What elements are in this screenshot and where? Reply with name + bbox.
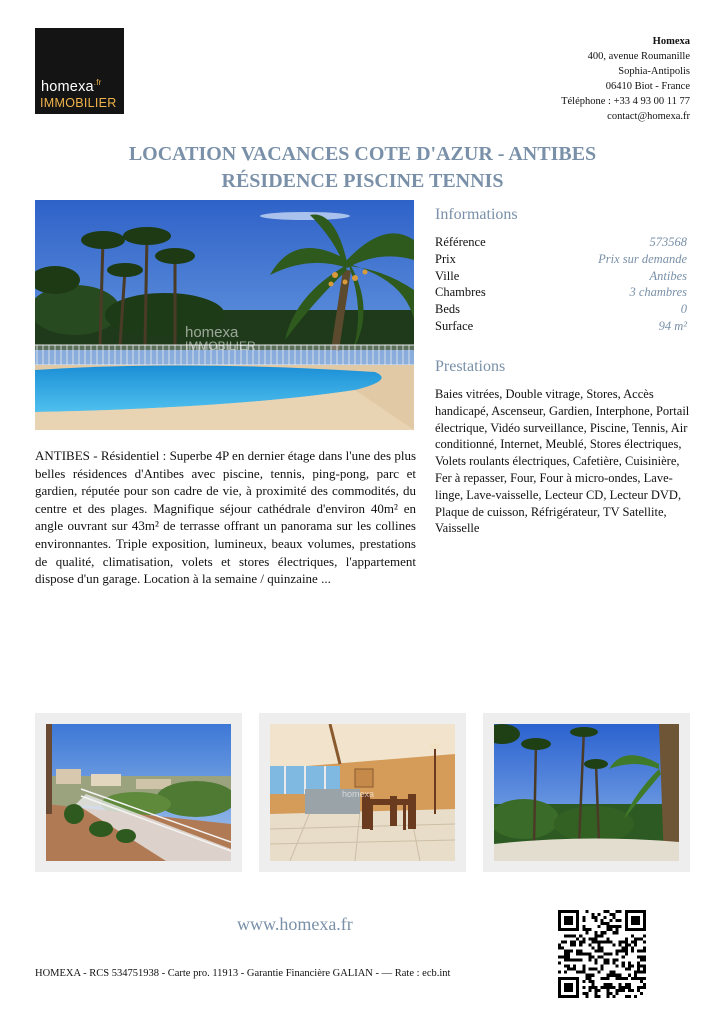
homexa-logo	[35, 28, 124, 114]
info-label: Ville	[435, 268, 460, 283]
legal-mentions: HOMEXA - RCS 534751938 - Carte pro. 11913 - Garantie Financière GALIAN - — Rate : ecb.int	[35, 968, 451, 979]
listing-description: ANTIBES - Résidentiel : Superbe 4P en dernier étage dans l'une des plus belles résidences d'Antibes avec piscine, tennis, ping-pong, parc et gardien, réputée pour son cadre de vie, à proximité des commodités, du centre et des plages. Magnifique séjour cathédrale d'environ 40m² en angle ouvrant sur 43m² de terrasse offrant un panorama sur les collines environnantes. Triple exposition, lumineux, beaux volumes, prestations de qualité, climatisation, volets et stores électriques, l'appartement dispose d'un garage. Location à la semaine / quinzaine ...	[35, 448, 416, 587]
informations-heading: Informations	[435, 206, 518, 223]
info-row-ville	[435, 268, 687, 285]
info-label: Beds	[435, 302, 460, 317]
prestations-heading: Prestations	[435, 358, 506, 375]
info-label: Prix	[435, 251, 456, 266]
agency-address: 400, avenue Roumanille	[587, 51, 690, 62]
info-value: 573568	[649, 235, 687, 249]
logo-subtitle: IMMOBILIER	[40, 96, 117, 110]
info-value: Antibes	[649, 268, 687, 283]
listing-title-line1: LOCATION VACANCES COTE D'AZUR - ANTIBES	[128, 143, 597, 165]
agency-phone[interactable]: Téléphone : +33 4 93 00 11 77	[561, 96, 690, 107]
info-row-surface	[435, 318, 687, 335]
agency-email[interactable]: contact@homexa.fr	[607, 111, 690, 122]
info-row-prix	[435, 251, 687, 268]
agency-name: Homexa	[652, 36, 690, 47]
info-value: Prix sur demande	[598, 251, 687, 266]
photo-watermark: homexa	[185, 324, 239, 341]
info-label: Surface	[435, 318, 474, 333]
info-value: 3 chambres	[629, 285, 687, 300]
agency-postcode: 06410 Biot - France	[605, 81, 690, 92]
photo-watermark-sub: IMMOBILIER	[185, 339, 256, 353]
informations-table	[435, 234, 687, 335]
info-value: 94 m²	[658, 318, 687, 333]
info-row-reference	[435, 234, 687, 251]
thumb-watermark: homexa	[342, 789, 375, 799]
agency-contact	[561, 34, 690, 124]
info-value: 0	[680, 302, 687, 317]
info-label: Référence	[435, 235, 486, 249]
info-row-beds	[435, 301, 687, 318]
thumbnail-terrace[interactable]	[35, 713, 242, 872]
thumbnail-garden-palms[interactable]	[483, 713, 690, 872]
thumbnail-living-room[interactable]	[259, 713, 466, 872]
qr-code[interactable]	[558, 910, 646, 998]
website-link[interactable]: www.homexa.fr	[237, 914, 353, 934]
info-label: Chambres	[435, 285, 486, 300]
main-photo-pool[interactable]	[35, 200, 414, 430]
prestations-list: Baies vitrées, Double vitrage, Stores, Accès handicapé, Ascenseur, Gardien, Interphone, Portail électrique, Vidéo surveillance, Piscine, Tennis, Air conditionné, Internet, Meublé, Stores électriques, Volets roulants électriques, Cafetière, Cuisinière, Fer à repasser, Four, Four à micro-ondes, Lave-linge, Lave-vaisselle, Lecteur CD, Lecteur DVD, Plaque de cuisson, Réfrigérateur, TV Satellite, Vaisselle	[435, 387, 690, 536]
logo-wordmark: homexa$^{.fr}$	[41, 78, 102, 95]
info-row-chambres	[435, 284, 687, 301]
agency-city: Sophia-Antipolis	[618, 66, 690, 77]
listing-title-line2: RÉSIDENCE PISCINE TENNIS	[221, 170, 504, 192]
